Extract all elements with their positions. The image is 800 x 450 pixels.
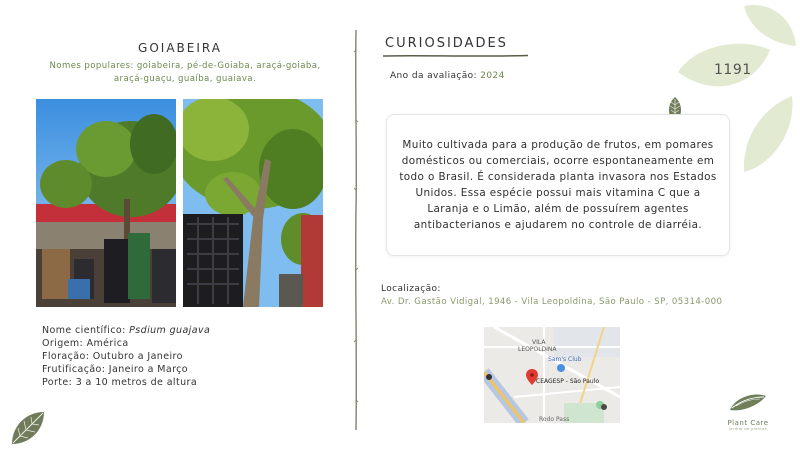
curiosities-title: CURIOSIDADES xyxy=(385,36,508,51)
fruiting-row: Frutificação: Janeiro a Março xyxy=(42,364,189,375)
year-value: 2024 xyxy=(480,71,505,81)
plant-facts xyxy=(42,324,210,389)
size-row: Porte: 3 a 10 metros de altura xyxy=(42,377,198,388)
map-district-line1: VILA xyxy=(532,339,546,346)
plant-photo-left xyxy=(36,99,176,307)
title-underline xyxy=(383,54,528,58)
curiosities-card xyxy=(386,114,730,256)
brand-tagline: jardim de plantas xyxy=(728,427,768,431)
brand-logo xyxy=(718,390,778,435)
leaf-icon-bottom-left xyxy=(8,408,48,448)
popular-names: Nomes populares: goiabeira, pé-de-Goiaba, araçá-goiaba, araçá-guaçu, guaíba, guaiava. xyxy=(49,61,321,84)
map-pin-label: CEAGESP - São Paulo xyxy=(536,378,600,385)
evaluation-year xyxy=(390,71,505,81)
location-address: Av. Dr. Gastão Vidigal, 1946 - Vila Leopoldina, São Paulo - SP, 05314-000 xyxy=(381,297,723,307)
origin-row: Origem: América xyxy=(42,338,129,349)
vertical-divider xyxy=(352,30,360,430)
plant-code: 1191 xyxy=(714,62,752,78)
scientific-name-label: Nome científico: xyxy=(42,325,130,336)
location-map[interactable] xyxy=(484,327,620,423)
map-place-label: Sam's Club xyxy=(548,356,582,363)
flowering-row: Floração: Outubro a Janeiro xyxy=(42,351,183,362)
curiosities-text: Muito cultivada para a produção de frutos, em pomares domésticos ou comerciais, ocorre espontaneamente em todo o Brasil. É considerada planta invasora nos Estados Unidos. Essa espécie possui mais vitamina C que a Laranja e o Limão, além de possuírem agentes antibacterianos e ajudarem no controle de diarréia. xyxy=(399,139,717,231)
scientific-name-value: Psdium guajava xyxy=(129,325,211,336)
plant-photo-right xyxy=(183,99,323,307)
plant-title: GOIABEIRA xyxy=(138,41,222,55)
brand-name: Plant Care xyxy=(727,419,769,427)
brand-leaf-icon xyxy=(728,390,768,414)
scientific-name-row xyxy=(42,324,210,337)
map-district-line2: LEOPOLDINA xyxy=(518,346,557,353)
year-label: Ano da avaliação: xyxy=(390,71,481,81)
location-label: Localização: xyxy=(381,284,441,294)
map-road-label: Rodo Pass xyxy=(539,416,570,423)
